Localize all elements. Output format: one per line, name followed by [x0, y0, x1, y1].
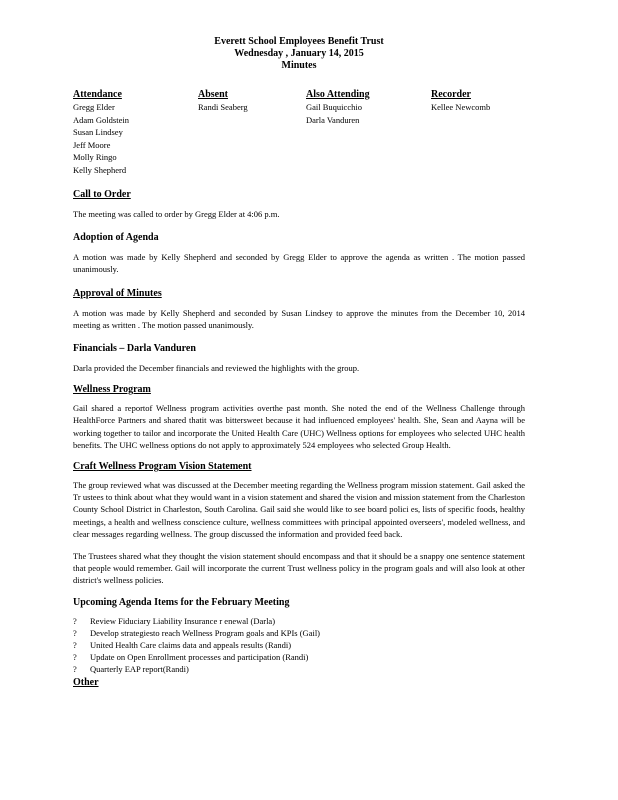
approval-heading: Approval of Minutes [73, 287, 162, 299]
call-to-order-heading: Call to Order [73, 189, 131, 200]
list-item-text: Review Fiduciary Liability Insurance r enewal (Darla) [90, 615, 276, 626]
recorder-name: Kellee Newcomb [431, 102, 491, 112]
list-item [73, 627, 525, 639]
approval-text: A motion was made by Kelly Shepherd and seconded by Susan Lindsey to approve the minutes from the December 10, 2014 meeting as written . The motion passed unanimously. [73, 307, 525, 330]
absent-column [198, 89, 248, 114]
list-item-text: Update on Open Enrollment processes and participation (Randi) [90, 652, 309, 663]
attendee-name: Molly Ringo [73, 152, 117, 162]
craft-text-2: The Trustees shared what they thought the vision statement should encompass and that it should be a snappy one sentence statement that people would remember. Gail will incorporate the current Trust wellness policy in the program goals and will also look at other district's wellness policies. [73, 551, 525, 586]
list-item [73, 615, 525, 627]
adoption-section [73, 232, 525, 275]
adoption-heading: Adoption of Agenda [73, 232, 159, 244]
attendee-name: Susan Lindsey [73, 127, 123, 137]
also-attending-heading: Also Attending [306, 89, 370, 100]
also-attending-name: Gail Buquicchio [306, 102, 362, 112]
list-item-text: United Health Care claims data and appeals results (Randi) [90, 640, 292, 651]
approval-section [73, 288, 525, 331]
bullet-glyph: ? [73, 640, 77, 651]
attendee-name: Kelly Shepherd [73, 164, 127, 175]
also-attending-name: Darla Vanduren [306, 114, 360, 125]
absent-heading: Absent [198, 89, 229, 100]
financials-heading: Financials – Darla Vanduren [73, 343, 196, 355]
bullet-glyph: ? [73, 627, 77, 638]
adoption-text: A motion was made by Kelly Shepherd and seconded by Gregg Elder to approve the agenda as written . The motion passed unanimously. [73, 252, 525, 275]
list-item [73, 639, 525, 651]
bullet-glyph: ? [73, 652, 77, 663]
recorder-column [431, 89, 490, 114]
upcoming-heading: Upcoming Agenda Items for the February Meeting [73, 596, 290, 608]
attendance-columns [73, 89, 525, 179]
financials-section [73, 343, 525, 374]
wellness-text: Gail shared a reportof Wellness program activities overthe past month. She noted the end of the Wellness Challenge through HealthForce Partners and shared thatit was bittersweet because it had influenced employees' health. She, Sean and Aayna will be working together to tailor and incorporate the United Health Care (UHC) Wellness options for employees who selected UHC health benefits. The UHC wellness options do not apply to approximately 524 employees who selected Group Health. [73, 403, 525, 450]
absent-name: Randi Seaberg [198, 102, 248, 112]
upcoming-section [73, 597, 525, 676]
attendee-name: Adam Goldstein [73, 114, 129, 125]
wellness-heading: Wellness Program [73, 384, 151, 396]
craft-text-1: The group reviewed what was discussed at the December meeting regarding the Wellness program mission statement. Gail asked the Tr ustees to think about what they would want in a vision statement and shared the vision and mission statement from the Charleston County School District in Charleston, South Carolina. Gail said she would like to see board polici es, lists of specific foods, healthy meetings, a health and wellness conscience culture, wellness committees with principal appointed overseers', modeled wellness, and clear messages regarding wellness. The group discussed the information and provided feed back. [73, 480, 525, 539]
minutes-document [73, 36, 525, 689]
craft-section [73, 461, 525, 587]
attendee-name: Jeff Moore [73, 139, 111, 150]
financials-text: Darla provided the December financials and reviewed the highlights with the group. [73, 363, 360, 374]
other-section [73, 677, 525, 689]
other-heading: Other [73, 676, 99, 688]
list-item [73, 651, 525, 663]
call-to-order-section [73, 189, 525, 220]
list-item [73, 663, 525, 675]
list-item-text: Quarterly EAP report(Randi) [90, 664, 189, 675]
upcoming-list [73, 615, 525, 676]
attendance-heading: Attendance [73, 89, 122, 100]
call-to-order-text: The meeting was called to order by Gregg Elder at 4:06 p.m. [73, 209, 280, 219]
attendee-name: Gregg Elder [73, 102, 115, 112]
craft-heading: Craft Wellness Program Vision Statement [73, 461, 252, 473]
header-date: Wednesday , January 14, 2015 [234, 48, 364, 59]
header-minutes: Minutes [281, 60, 317, 71]
document-header [73, 36, 525, 72]
list-item-text: Develop strategiesto reach Wellness Program goals and KPIs (Gail) [90, 627, 321, 638]
bullet-glyph: ? [73, 615, 77, 626]
also-attending-column [306, 89, 370, 126]
bullet-glyph: ? [73, 664, 77, 675]
wellness-section [73, 384, 525, 451]
recorder-heading: Recorder [431, 89, 471, 100]
attendance-column [73, 89, 129, 176]
header-org-title: Everett School Employees Benefit Trust [214, 36, 384, 47]
